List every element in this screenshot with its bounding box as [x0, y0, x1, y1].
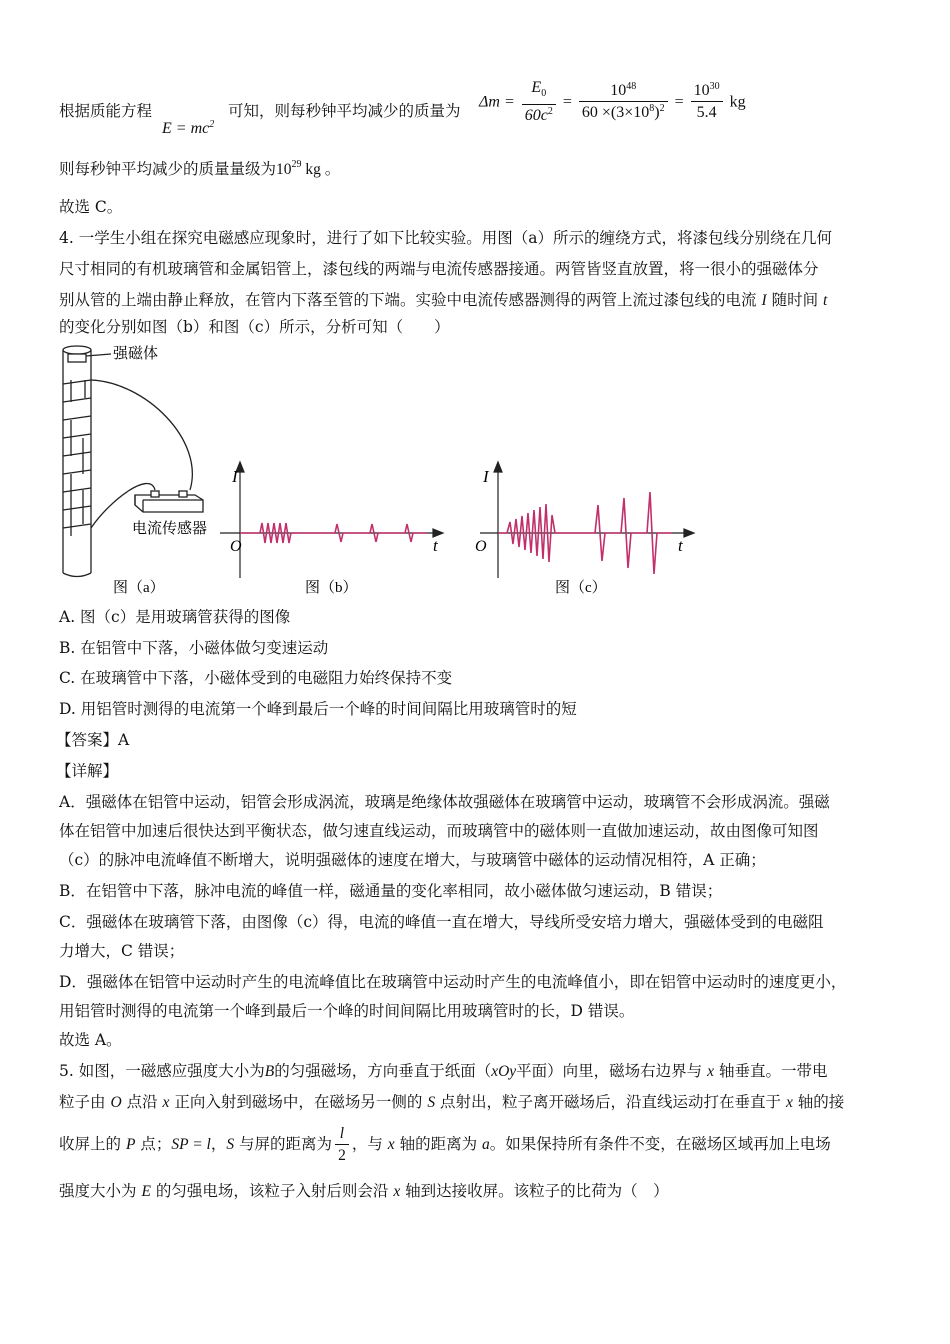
fraction-l-over-2: $\frac{l}{2}$	[335, 1124, 349, 1167]
explain-line: 体在铝管中加速后很快达到平衡状态，做匀速直线运动，而玻璃管中的磁体则一直做加速运动，故由图像可知图	[59, 822, 819, 840]
graph-b-origin: O	[230, 538, 242, 555]
sensor-label: 电流传感器	[132, 521, 208, 537]
formula-emc2: $E = mc^2$	[162, 119, 215, 137]
graph-c-axes	[480, 462, 694, 578]
caption-a: 图（a）	[113, 580, 165, 596]
q5-line-2: 粒子由 O 点沿 x 正向入射到磁场中，在磁场另一侧的 S 点射出，粒子离开磁场后，沿直线运动打在垂直于 x 轴的接	[59, 1093, 845, 1111]
explain-line: C．强磁体在玻璃管下落，由图像（c）得，电流的峰值一直在增大，导线所受安培力增大，强磁体受到的电磁阻	[59, 913, 824, 931]
option-b[interactable]: B. 在铝管中下落，小磁体做匀变速运动	[59, 639, 329, 657]
q4-line-2: 尺寸相同的有机玻璃管和金属铝管上，漆包线的两端与电流传感器接通。两管皆竖直放置，将一很小的强磁体分	[59, 260, 819, 278]
option-a[interactable]: A. 图（c）是用玻璃管获得的图像	[59, 608, 291, 626]
q5-line-3: 收屏上的 P 点；SP = l，S 与屏的距离为 $\frac{l}{2}$ ，与 x 轴的距离为 a。如果保持所有条件不变，在磁场区域再加上电场	[59, 1120, 831, 1169]
q4-line-3: 别从管的上端由静止释放，在管内下落至管的下端。实验中电流传感器测得的两管上流过漆包线的电流 I 随时间 t	[59, 291, 828, 309]
caption-c: 图（c）	[555, 580, 607, 596]
q4-line-4: 的变化分别如图（b）和图（c）所示，分析可知（ ）	[59, 318, 450, 336]
mass-energy-line-b: 可知，则每秒钟平均减少的质量为	[228, 102, 461, 120]
magnet	[68, 354, 86, 362]
q4-line-1: 4. 一学生小组在探究电磁感应现象时，进行了如下比较实验。用图（a）所示的缠绕方式，将漆包线分别绕在几何	[59, 229, 832, 247]
sensor-box	[135, 495, 203, 512]
fraction-result: $\frac{10^{30}}{5.4}$	[691, 81, 723, 124]
explain-line: 用铝管时测得的电流第一个峰到最后一个峰的时间间隔比用玻璃管时的长，D 错误。	[59, 1002, 635, 1020]
explain-line: D．强磁体在铝管中运动时产生的电流峰值比在玻璃管中运动时产生的电流峰值小，即在铝管中运动时的速度更小，	[59, 973, 847, 991]
option-d[interactable]: D. 用铝管时测得的电流第一个峰到最后一个峰的时间间隔比用玻璃管时的短	[59, 700, 577, 718]
option-c[interactable]: C. 在玻璃管中下落，小磁体受到的电磁阻力始终保持不变	[59, 669, 453, 687]
fraction-energy: $\frac{10^{48}}{60 \times(3\times 10^8)^2}$	[579, 81, 668, 124]
detail-title: 【详解】	[56, 762, 119, 780]
graph-b-axis-I: I	[232, 467, 238, 486]
q4-figure	[55, 340, 705, 605]
mass-energy-line: 根据质能方程	[59, 102, 153, 120]
explain-line: （c）的脉冲电流峰值不断增大，说明强磁体的速度在增大，与玻璃管中磁体的运动情况相符，A 正确；	[59, 851, 766, 869]
fraction-e0: $\frac{E_0}{60c^2}$	[522, 78, 556, 127]
explain-line: A．强磁体在铝管中运动，铝管会形成涡流，玻璃是绝缘体故强磁体在玻璃管中运动，玻璃管不会形成涡流。强磁	[59, 793, 830, 811]
explain-line: B．在铝管中下落，脉冲电流的峰值一样，磁通量的变化率相同，故小磁体做匀速运动，B 错误；	[59, 882, 723, 900]
tube-diagram	[63, 346, 203, 577]
graph-c-axis-t: t	[678, 536, 683, 555]
explain-line: 力增大，C 错误；	[59, 942, 185, 960]
magnitude-line: 则每秒钟平均减少的质量量级为$10^{29}$ kg 。	[59, 159, 341, 178]
graph-b-axes	[220, 462, 443, 578]
answer: 【答案】A	[56, 731, 130, 749]
q5-line-1: 5. 如图，一磁感应强度大小为B的匀强磁场，方向垂直于纸面（xOy平面）向里，磁场右边界与 x 轴垂直。一带电	[59, 1062, 828, 1080]
mass-formula: Δm = $\frac{E_0}{60c^2}$ = $\frac{10^{48}}{60 \times(3\times 10^8)^2}$ = $\frac{10^{30}}{5.4}$ kg	[479, 78, 746, 138]
caption-b: 图（b）	[305, 580, 358, 596]
graph-b-axis-t: t	[433, 536, 438, 555]
prev-choice: 故选 C。	[59, 198, 123, 216]
magnet-label: 强磁体	[113, 346, 159, 362]
graph-c-origin: O	[475, 538, 487, 555]
q5-line-4: 强度大小为 E 的匀强电场，该粒子入射后则会沿 x 轴到达接收屏。该粒子的比荷为（ ）	[59, 1182, 669, 1200]
explain-line: 故选 A。	[59, 1031, 122, 1049]
graph-c-curve	[498, 492, 672, 574]
graph-c-axis-I: I	[483, 467, 489, 486]
